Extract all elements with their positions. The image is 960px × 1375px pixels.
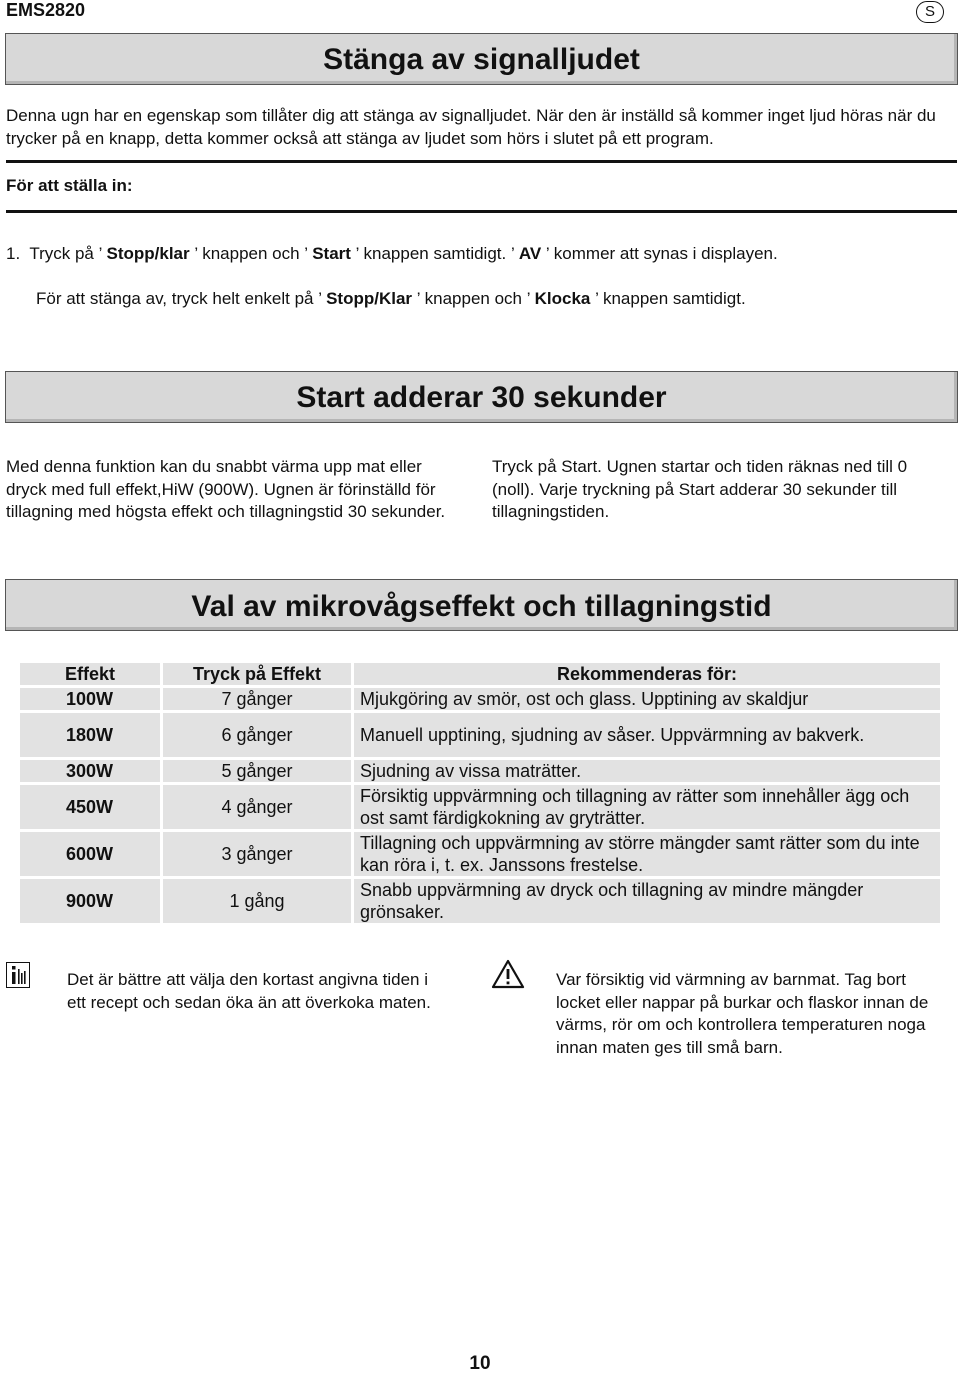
divider xyxy=(6,210,957,213)
table-row xyxy=(20,713,940,757)
signal-intro-text: Denna ugn har en egenskap som tillåter dig att stänga av signalljudet. När den är inställd så kommer inget ljud höras när du trycker på en knapp, detta kommer också att stänga av ljudet som hörs i slutet på ett program. xyxy=(6,106,936,148)
table-row xyxy=(20,688,940,710)
button-name: Stopp/Klar xyxy=(326,289,413,308)
cell-tryck: 4 gånger xyxy=(163,785,351,829)
info-icon xyxy=(6,962,30,988)
cell-rek: Mjukgöring av smör, ost och glass. Upptining av skaldjur xyxy=(354,688,940,710)
cell-rek: Försiktig uppvärmning och tillagning av rätter som innehåller ägg och ost samt färdigkokning av gryträtter. xyxy=(354,785,940,829)
cell-tryck: 1 gång xyxy=(163,879,351,923)
display-text: AV xyxy=(518,244,542,263)
cell-effekt: 100W xyxy=(20,688,160,710)
language-badge: S xyxy=(916,1,944,23)
cell-rek: Snabb uppvärmning av dryck och tillagning av mindre mängder grönsaker. xyxy=(354,879,940,923)
step-text: För att stänga av, tryck helt enkelt på ’ xyxy=(36,289,322,308)
header-rekommenderas: Rekommenderas för: xyxy=(354,663,940,685)
cell-tryck: 7 gånger xyxy=(163,688,351,710)
section-title-signal: Stänga av signalljudet xyxy=(5,33,958,85)
cell-tryck: 6 gånger xyxy=(163,713,351,757)
step-text: ’ knappen och ’ xyxy=(416,289,530,308)
cell-effekt: 450W xyxy=(20,785,160,829)
cell-effekt: 600W xyxy=(20,832,160,876)
cell-rek: Manuell upptining, sjudning av såser. Uppvärmning av bakverk. xyxy=(354,713,940,757)
step-text: ’ kommer att synas i displayen. xyxy=(545,244,778,263)
cell-rek: Tillagning och uppvärmning av större mängder samt rätter som du inte kan röra i, t. ex. Janssons frestelse. xyxy=(354,832,940,876)
cell-tryck: 5 gånger xyxy=(163,760,351,782)
header-effekt: Effekt xyxy=(20,663,160,685)
step-number: 1. xyxy=(6,244,21,263)
cell-effekt: 180W xyxy=(20,713,160,757)
info-note-text: Det är bättre att välja den kortast angivna tiden i ett recept och sedan öka än att överkoka maten. xyxy=(67,970,431,1012)
header-tryck: Tryck på Effekt xyxy=(163,663,351,685)
warning-icon xyxy=(491,959,525,989)
setup-subheading: För att ställa in: xyxy=(6,176,133,195)
step-text: Tryck på ’ xyxy=(29,244,102,263)
step-text: ’ knappen och ’ xyxy=(194,244,308,263)
start-right-text: Tryck på Start. Ugnen startar och tiden räknas ned till 0 (noll). Varje tryckning på Start adderar 30 sekunder till tillagningstiden. xyxy=(492,457,908,521)
button-name: Klocka xyxy=(534,289,591,308)
table-row xyxy=(20,760,940,782)
button-name: Start xyxy=(312,244,351,263)
cell-effekt: 300W xyxy=(20,760,160,782)
table-header-row xyxy=(20,663,940,685)
section-title-start: Start adderar 30 sekunder xyxy=(5,371,958,423)
step-2 xyxy=(36,289,746,309)
start-left-text: Med denna funktion kan du snabbt värma upp mat eller dryck med full effekt,HiW (900W). Ugnen är förinställd för tillagning med högsta effekt och tillagningstid 30 sekunder. xyxy=(6,457,446,521)
cell-rek: Sjudning av vissa maträtter. xyxy=(354,760,940,782)
divider xyxy=(6,160,957,163)
model-number: EMS2820 xyxy=(6,0,86,20)
power-table xyxy=(17,660,943,926)
table-row xyxy=(20,785,940,829)
step-1 xyxy=(6,244,778,264)
section-title-power: Val av mikrovågseffekt och tillagningstid xyxy=(5,579,958,631)
step-text: ’ knappen samtidigt. ’ xyxy=(355,244,515,263)
cell-tryck: 3 gånger xyxy=(163,832,351,876)
table-row xyxy=(20,832,940,876)
cell-effekt: 900W xyxy=(20,879,160,923)
button-name: Stopp/klar xyxy=(106,244,190,263)
warning-note-text: Var försiktig vid värmning av barnmat. Tag bort locket eller nappar på burkar och flaskor innan de värms, rör om och kontrollera temperaturen noga innan maten ges till små barn. xyxy=(556,970,929,1057)
table-row xyxy=(20,879,940,923)
page-number: 10 xyxy=(469,1353,491,1374)
step-text: ’ knappen samtidigt. xyxy=(595,289,746,308)
